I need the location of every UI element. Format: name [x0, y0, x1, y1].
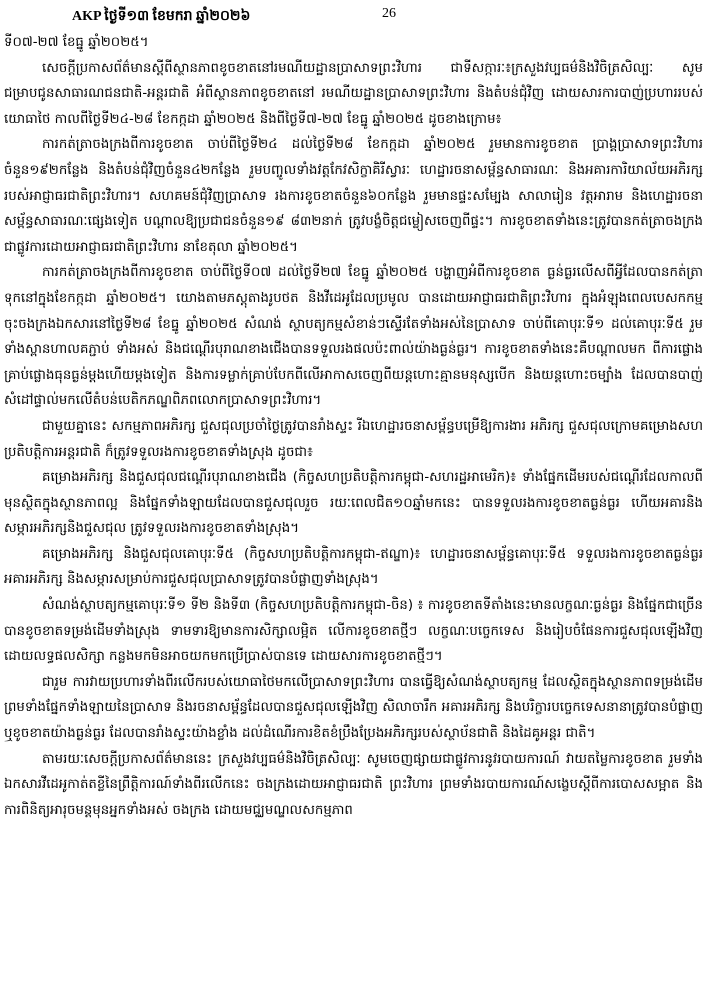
- page-header: [72, 6, 632, 26]
- paragraph-publication: តាមរយៈសេចក្តីប្រកាសព័ត៌មាននេះ ក្រសួងវប្បធម៌និងវិចិត្រសិល្បៈ សូមចេញផ្សាយជាផ្លូវការនូវរបាយការណ៍ វាយតម្លៃការខូចខាត រួមទាំងឯកសារវីដេអូកាត់តខ្លីនៃព្រឹត្តិការណ៍ទាំងពីរលើកនេះ ចងក្រងដោយអាជ្ញាធរជាតិ ព្រះវិហារ ព្រមទាំងរបាយការណ៍សង្ខេបស្តីពីការបោសសម្អាត និងការពិនិត្យអារុចមន្តមុនអ្នកទាំងអស់ ចងក្រង ដោយមជ្ឈមណ្ឌលសកម្មភាព: [4, 751, 703, 818]
- paragraph-december-damage: ការកត់ត្រាចងក្រងពីការខូចខាត ចាប់ពីថ្ងៃទី០៧ ដល់ថ្ងៃទី២៧ ខែធ្នូ ឆ្នាំ២០២៥ បង្ហាញអំពីការខូចខាត ធ្ងន់ធ្ងរលើសពីអ្វីដែលបានកត់ត្រាទុកនៅក្នុងខែកក្កដា ឆ្នាំ២០២៥។ យោងតាមភស្តុតាងរូបថត និងវីដេអូដែលប្រមូល បានដោយអាជ្ញាធរជាតិព្រះវិហារ ក្នុងអំឡុងពេលបេសកកម្មចុះចងក្រងឯកសារនៅថ្ងៃទី២៨ ខែធ្នូ ឆ្នាំ២០២៥ សំណង់ ស្ថាបត្យកម្មសំខាន់ៗស្ទើរតែទាំងអស់នៃប្រាសាទ ចាប់ពីគោបុរៈទី១ ដល់គោបុរៈទី៥ រួមទាំងស្ពានហាលគភ្ជាប់ ទាំងអស់ និងជណ្តើរបុរាណខាងជើងបានទទួលរងផលប៉ះពាល់យ៉ាងធ្ងន់ធ្ងរ។ ការខូចខាតទាំងនេះគឺបណ្តាលមក ពីការផ្លោងគ្រាប់ផ្លោងធុនធ្ងន់ម្តងហើយម្តងទៀត និងការទម្លាក់គ្រាប់បែកពីលើអាកាសចេញពីយន្តហោះគ្មានមនុស្សបើក និងយន្តហោះចម្បាំង ដែលបានបាញ់សំដៅផ្ទាល់មកលើតំបន់បេតិកភណ្ឌពិភពលោកប្រាសាទព្រះវិហារ។: [4, 265, 703, 409]
- paragraph-conservation-halted: ជាមួយគ្នានេះ សកម្មភាពអភិរក្ស ជួសជុលប្រចាំថ្ងៃត្រូវបានរាំងស្ទះ រីឯហេដ្ឋារចនាសម្ព័ន្ធបម្រើឱ្យការងារ អភិរក្ស ជួសជុលក្រោមគម្រោងសហប្រតិបត្តិការអន្តរជាតិ ក៏ត្រូវទទួលរងការខូចខាតទាំងស្រុង ដូចជា៖: [4, 418, 703, 460]
- paragraph-intro: សេចក្តីប្រកាសព័ត៌មានស្តីពីស្ថានភាពខូចខាតនៅរមណីយដ្ឋានប្រាសាទព្រះវិហារ ជាទីសក្ការៈ៖ក្រសួងវប្បធម៌និងវិចិត្រសិល្បៈ សូមជម្រាបជូនសាធារណជនជាតិ-អន្តរជាតិ អំពីស្ថានភាពខូចខាតនៅ រមណីយដ្ឋានប្រាសាទព្រះវិហារ និងតំបន់ជុំវិញ ដោយសារការបាញ់ប្រហាររបស់យោធាថៃ កាលពីថ្ងៃទី២៤-២៨ ខែកក្កដា ឆ្នាំ២០២៥ និងពីថ្ងៃទី៧-២៧ ខែធ្នូ ឆ្នាំ២០២៥ ដូចខាងក្រោម៖: [4, 60, 703, 127]
- running-title: AKP ថ្ងៃទី១៣ ខែមករា ឆ្នាំ២០២៦: [72, 9, 251, 24]
- paragraph-july-damage: ការកត់ត្រាចងក្រងពីការខូចខាត ចាប់ពីថ្ងៃទី២៤ ដល់ថ្ងៃទី២៨ ខែកក្កដា ឆ្នាំ២០២៥ រួមមានការខូចខាត ប្រាង្គប្រាសាទព្រះវិហារ ចំនួន១៩២កន្លែង និងតំបន់ជុំវិញចំនួន៤២កន្លែង រួមបញ្ចូលទាំងវត្តកែវសិក្ខាគិរីស្វារៈ ហេដ្ឋារចនាសម្ព័ន្ធសាធារណៈ និងអគារការិយាល័យអភិរក្សរបស់អាជ្ញាធរជាតិព្រះវិហារ។ សហគមន៍ជុំវិញប្រាសាទ រងការខូចខាតចំនួន៦០កន្លែង រួមមានផ្ទះសម្បែង សាលារៀន វត្តអារាម និងហេដ្ឋារចនាសម្ព័ន្ធសាធារណៈផ្សេងទៀត បណ្តាលឱ្យប្រជាជនចំនួន១៩ ៨៣២នាក់ ត្រូវបង្ខំចិត្តជម្លៀសចេញពីផ្ទះ។ ការខូចខាតទាំងនេះត្រូវបានកត់ត្រាចងក្រង ជាផ្លូវការដោយអាជ្ញាធរជាតិព្រះវិហារ នាខែតុលា ឆ្នាំ២០២៥។: [4, 137, 703, 255]
- page-number: 26: [382, 6, 396, 21]
- paragraph-project-china: សំណង់ស្ថាបត្យកម្មគោបុរៈទី១ ទី២ និងទី៣ (កិច្ចសហប្រតិបត្តិការកម្ពុជា-ចិន) ៖ ការខូចខាតទីតាំងនេះមានលក្ខណៈធ្ងន់ធ្ងរ និងផ្នែកជាច្រើនបានខូចខាតទម្រង់ដើមទាំងស្រុង ទាមទារឱ្យមានការសិក្សាលម្អិត លើការខូចខាតថ្មីៗ លក្ខណៈបច្ចេកទេស និងរៀបចំផែនការជួសជុលឡើងវិញ ដោយលទ្ធផលសិក្សា កន្លងមកមិនអាចយកមកប្រើប្រាស់បានទេ ដោយសារការខូចខាតថ្មីៗ។: [4, 598, 703, 665]
- paragraph-continuation: ទី០៧-២៧ ខែធ្នូ ឆ្នាំ២០២៥។: [4, 35, 149, 50]
- paragraph-project-india: គម្រោងអភិរក្ស និងជួសជុលគោបុរៈទី៥ (កិច្ចសហប្រតិបត្តិការកម្ពុជា-ឥណ្ឌា)៖ ហេដ្ឋារចនាសម្ព័ន្ធគោបុរៈទី៥ ទទួលរងការខូចខាតធ្ងន់ធ្ងរ អគារអភិរក្ស និងសម្ភារសម្រាប់ការជួសជុលប្រាសាទត្រូវបានបំផ្លាញទាំងស្រុង។: [4, 546, 703, 588]
- paragraph-summary: ជារួម ការវាយប្រហារទាំងពីរលើករបស់យោធាថៃមកលើប្រាសាទព្រះវិហារ បានធ្វើឱ្យសំណង់ស្ថាបត្យកម្ម ដែលស្ថិតក្នុងស្ថានភាពទម្រង់ដើម ព្រមទាំងផ្នែកទាំងឡាយនៃប្រាសាទ និងរចនាសម្ព័ន្ធដែលបានជួសជុលឡើងវិញ សិលាចារឹក អគារអភិរក្ស និងបរិក្ខារបច្ចេកទេសនានាត្រូវបានបំផ្លាញ ឬខូចខាតយ៉ាងធ្ងន់ធ្ងរ ដែលបានរាំងស្ទះយ៉ាងខ្លាំង ដល់ដំណើរការខិតខំប្រឹងប្រែងអភិរក្សរបស់ស្ថាប័នជាតិ និងដៃគូអន្តរ ជាតិ។: [4, 674, 703, 742]
- paragraph-project-us: គម្រោងអភិរក្ស និងជួសជុលជណ្តើរបុរាណខាងជើង (កិច្ចសហប្រតិបត្តិការកម្ពុជា-សហរដ្ឋអាមេរិក)៖ ទាំងផ្នែកដើមរបស់ជណ្តើរដែលកាលពីមុនស្ថិតក្នុងស្ថានភាពល្អ និងផ្នែកទាំងឡាយដែលបានជួសជុលរួច រយៈពេលជិត១០ឆ្នាំមកនេះ បានទទួលរងការខូចខាតធ្ងន់ធ្ងរ ហើយអគារនិងសម្ភារអភិរក្សនិងជួសជុល ត្រូវទទួលរងការខូចខាតទាំងស្រុង។: [4, 470, 703, 537]
- document-body: [4, 30, 703, 998]
